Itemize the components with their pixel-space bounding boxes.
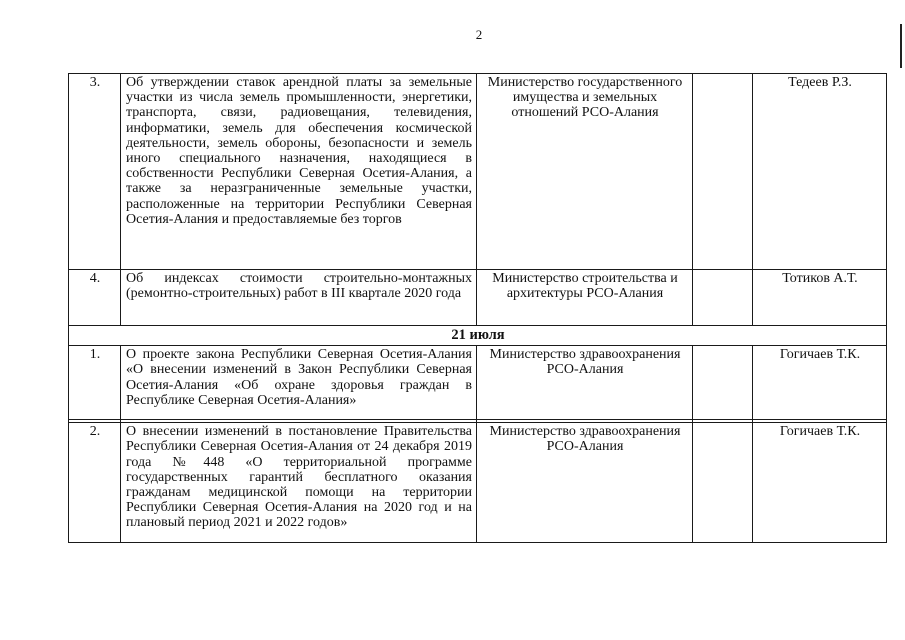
row-responsible: Тотиков А.Т. (753, 270, 887, 326)
agenda-row (69, 423, 887, 543)
row-empty-cell (693, 346, 753, 420)
agenda-row (69, 74, 887, 270)
row-subject: Об индексах стоимости строительно-монтажных (ремонтно-строительных) работ в III квартале 2020 года (121, 270, 477, 326)
scan-edge-mark (900, 24, 902, 68)
agenda-row (69, 270, 887, 326)
row-number: 2. (69, 423, 121, 543)
agenda-table (68, 73, 887, 543)
row-ministry: Министерство здравоохранения РСО-Алания (477, 423, 693, 543)
row-empty-cell (693, 423, 753, 543)
row-ministry: Министерство здравоохранения РСО-Алания (477, 346, 693, 420)
row-ministry: Министерство государственного имущества и земельных отношений РСО-Алания (477, 74, 693, 270)
row-subject: О внесении изменений в постановление Правительства Республики Северная Осетия-Алания от 24 декабря 2019 года №448 «О территориальной программе государственных гарантий бесплатного оказания гражданам медицинской помощи на территории Республики Северная Осетия-Алания на 2020 год и на плановый период 2021 и 2022 годов» (121, 423, 477, 543)
row-subject: О проекте закона Республики Северная Осетия-Алания «О внесении изменений в Закон Республики Северная Осетия-Алания «Об охране здоровья граждан в Республике Северная Осетия-Алания» (121, 346, 477, 420)
row-responsible: Гогичаев Т.К. (753, 423, 887, 543)
row-empty-cell (693, 74, 753, 270)
row-ministry: Министерство строительства и архитектуры РСО-Алания (477, 270, 693, 326)
row-empty-cell (693, 270, 753, 326)
row-number: 1. (69, 346, 121, 420)
row-number: 4. (69, 270, 121, 326)
page-number: 2 (475, 27, 483, 42)
row-responsible: Тедеев Р.З. (753, 74, 887, 270)
date-header-row (69, 326, 887, 346)
row-number: 3. (69, 74, 121, 270)
row-subject: Об утверждении ставок арендной платы за земельные участки из числа земель промышленности, энергетики, транспорта, связи, радиовещания, телевидения, информатики, земель для обеспечения космической деятельности, земель обороны, безопасности и земель иного специального назначения, находящиеся в собственности Республики Северная Осетия-Алания, а также за неразграниченные земельные участки, расположенные на территории Республики Северная Осетия-Алания и предоставляемые без торгов (121, 74, 477, 270)
row-responsible: Гогичаев Т.К. (753, 346, 887, 420)
date-header: 21 июля (69, 326, 887, 346)
agenda-row (69, 346, 887, 420)
